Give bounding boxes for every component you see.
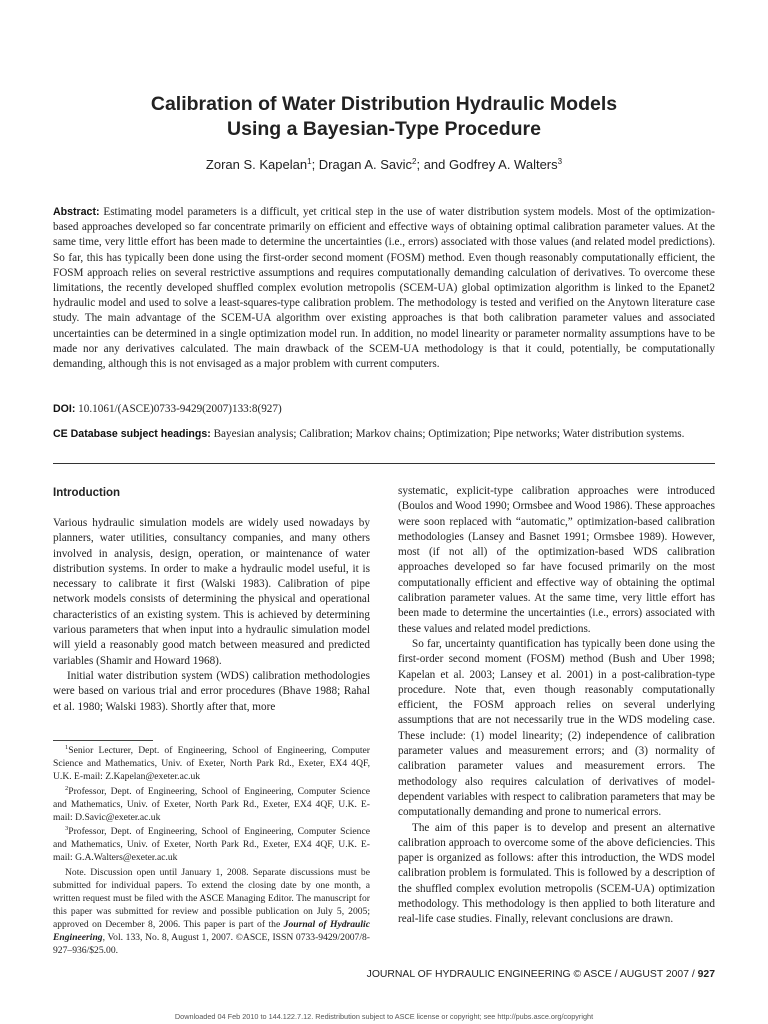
page-number: 927 <box>697 969 715 980</box>
body-paragraph: Various hydraulic simulation models are widely used nowadays by planners, water utilities, consultancy companies, and many others involved in analysis, design, operation, or maintenance of water distribution systems. In order to make a hydraulic model useful, it is necessary to calibrate it first (Walski 1983). Calibration of pipe network models consists of determining the physical and operational characteristics of an existing system. This is achieved by determining various parameters that when input into a hydraulic simulation model will yield a reasonably good match between measured and predicted variables (Shamir and Howard 1968). <box>53 517 370 667</box>
paper-title-line-1: Calibration of Water Distribution Hydraulic Models <box>150 93 618 115</box>
affiliation-mark: 3 <box>557 157 563 166</box>
body-paragraph: The aim of this paper is to develop and present an alternative calibration approach to overcome some of the above deficiencies. This paper is organized as follows: after this introduction, the WDS model calibration problem is formulated. This is followed by a description of the shuffled complex evolution metropolis (SCEM-UA) optimization methodology. This methodology is then applied to both literature and real-life case studies. Finally, relevant conclusions are drawn. <box>398 821 715 926</box>
doi-label: DOI: <box>53 403 76 415</box>
right-column <box>398 484 715 928</box>
body-paragraph: systematic, explicit-type calibration approaches were introduced (Boulos and Wood 1990; Ormsbee and Wood 1986). These approaches were soon replaced with “automatic,” optimization-based calibration methodologies (Lansey and Basnet 1991; Ormsbee 1989). However, most (if not all) of the optimization-based WDS calibration approaches developed so far have focused primarily on the most computationally efficient and effective way of obtaining the optimal calibration parameter values. At the same time, very little effort has been made to determine the uncertainties (i.e., errors) associated with these values and related model predictions. <box>398 485 715 635</box>
abstract <box>53 205 715 372</box>
footnote-divider <box>53 740 153 741</box>
footnotes <box>53 745 370 960</box>
footnote-mark: 2 <box>65 784 69 792</box>
footnote-1: $^1$Senior Lecturer, Dept. of Engineering, School of Engineering, Computer Science and Mathematics, Univ. of Exeter, North Park Rd., Exeter, EX4 4QF, U.K. E-mail: Z.Kapelan@exeter.ac.uk <box>53 744 370 782</box>
left-column <box>53 486 370 715</box>
footnote-2: $^2$Professor, Dept. of Engineering, School of Engineering, Computer Science and Mathematics, Univ. of Exeter, North Park Rd., Exeter, EX4 4QF, U.K. E-mail: D.Savic@exeter.ac.uk <box>53 784 370 823</box>
body-paragraph: So far, uncertainty quantification has typically been done using the first-order second moment (FOSM) method (Bush and Uber 1998; Kapelan et al. 2003; Lansey et al. 2001) in a post-calibration-type procedure. Note that, even though reasonably computationally efficient, the FOSM approach relies on several underlying assumptions that are not necessarily true in the WDS modeling case. These include: (1) model linearity; (2) independence of calibration parameter values and measurement errors; and (3) normality of calibration parameter values and measurement errors. The methodology also requires calculation of derivatives of model-dependent variables with respect to calibration parameters that may be computationally demanding and prone to numerical errors. <box>398 637 715 819</box>
running-footer <box>367 969 715 980</box>
subject-headings <box>53 427 715 443</box>
body-paragraph: Initial water distribution system (WDS) calibration methodologies were based on various trial and error procedures (Bhave 1988; Rahal et al. 1980; Walski 1983). Shortly after that, more <box>53 669 370 713</box>
download-notice: Downloaded 04 Feb 2010 to 144.122.7.12. Redistribution subject to ASCE license or copyright; see http://pubs.asce.org/copyright <box>174 1012 594 1021</box>
author-name: Godfrey A. Walters <box>449 157 558 172</box>
discussion-note: Note. Discussion open until January 1, 2008. Separate discussions must be submitted for individual papers. To extend the closing date by one month, a written request must be filed with the ASCE Managing Editor. The manuscript for this paper was submitted for review and possible publication on July 5, 2005; approved on December 8, 2006. This paper is part of the Journal of Hydraulic Engineering, Vol. 133, No. 8, August 1, 2007. ©ASCE, ISSN 0733-9429/2007/8-927–936/$25.00. <box>53 867 370 956</box>
section-divider <box>53 463 715 464</box>
footnote-mark: 1 <box>65 744 69 751</box>
subject-headings-text: Bayesian analysis; Calibration; Markov chains; Optimization; Pipe networks; Water distribution systems. <box>213 428 685 440</box>
journal-name: Journal of Hydraulic Engineering <box>53 918 370 943</box>
footnote-3: $^3$Professor, Dept. of Engineering, School of Engineering, Computer Science and Mathematics, Univ. of Exeter, North Park Rd., Exeter, EX4 4QF, U.K. E-mail: G.A.Walters@exeter.ac.uk <box>53 825 370 864</box>
paper-title-line-2: Using a Bayesian-Type Procedure <box>227 118 541 140</box>
journal-footer-text: JOURNAL OF HYDRAULIC ENGINEERING © ASCE / AUGUST 2007 / <box>366 969 698 980</box>
abstract-text: Estimating model parameters is a difficult, yet critical step in the use of water distribution system models. Most of the optimization-based approaches developed so far concentrate primarily on efficient and effective ways of obtaining optimal calibration parameter values. At the same time, very little effort has been made to determine the uncertainties (i.e., errors) associated with those values (and related model predictions). So far, this has typically been done using the first-order second moment (FOSM) method. Even though reasonably computationally efficient, the FOSM approach relies on several restrictive assumptions and requires computationally demanding calculation of derivatives. To overcome these limitations, the recently developed shuffled complex evolution metropolis (SCEM-UA) global optimization algorithm is linked to the Epanet2 hydraulic model and used to solve a least-squares-type calibration problem. The methodology is tested and verified on the Anytown literature case study. The main advantage of the SCEM-UA algorithm over existing approaches is that both calibration parameter values and associated uncertainties can be determined in a single optimization model run. In addition, no model linearity or parameter normality assumptions have to be made nor any derivatives calculated. The main drawback of the SCEM-UA methodology is that it could, potentially, be computationally demanding, although this is not envisaged as a major problem with current computers. <box>53 206 715 371</box>
paper-title <box>60 92 708 142</box>
doi-value[interactable]: 10.1061/(ASCE)0733-9429(2007)133:8(927) <box>78 403 282 415</box>
author-list <box>60 156 708 174</box>
affiliation-mark: 2 <box>412 157 417 166</box>
abstract-label: Abstract: <box>53 206 100 218</box>
footnote-mark: 3 <box>65 825 69 833</box>
doi-line <box>53 402 715 417</box>
author-name: Dragan A. Savic <box>318 157 413 172</box>
author-conjunction: and <box>423 157 450 172</box>
author-name: Zoran S. Kapelan <box>205 157 308 172</box>
section-heading-introduction: Introduction <box>53 487 121 499</box>
author-separator: ; <box>416 157 424 172</box>
affiliation-mark: 1 <box>307 157 312 166</box>
subject-headings-label: CE Database subject headings: <box>53 428 211 440</box>
author-separator: ; <box>311 157 319 172</box>
